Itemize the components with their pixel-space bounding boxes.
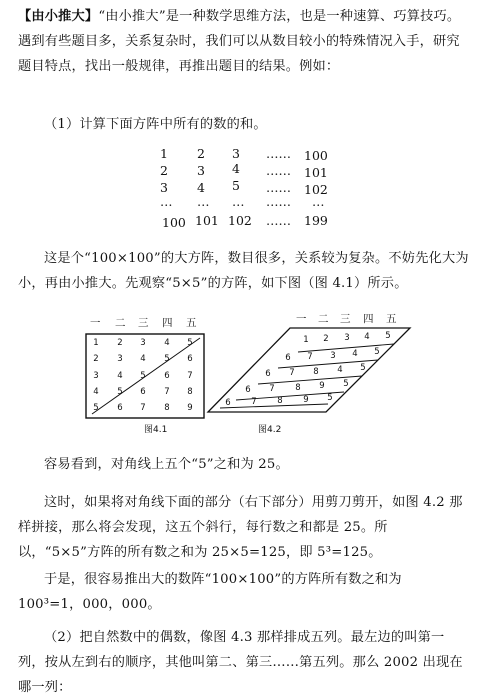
fig42-header: 二 [318,313,329,325]
matrix-cell: …… [266,163,291,178]
matrix-cell: 5 [232,178,240,193]
question-1: （1）计算下面方阵中所有的数的和。 [44,117,267,132]
fig42-cell: 8 [277,396,283,406]
fig41-cell: 5 [187,338,193,348]
matrix-cell: … [197,194,210,209]
fig41-cell: 5 [117,387,123,397]
fig41-header: 四 [162,317,173,329]
fig42-cell: 8 [295,383,301,393]
fig41-cell: 9 [187,403,193,413]
matrix-cell: 4 [197,180,205,195]
fig42-cell: 5 [385,331,391,341]
fig42-cell: 5 [360,363,366,373]
matrix-cell: 3 [232,146,240,161]
fig42-cell: 6 [265,369,271,379]
fig41-cell: 4 [93,387,99,397]
fig41-cell: 3 [93,371,99,381]
fig41-cell: 6 [164,371,170,381]
fig42-cell: 7 [269,384,275,394]
fig42-cell: 8 [313,367,319,377]
fig41-cell: 6 [140,387,146,397]
fig41-header: 一 [90,317,101,329]
fig41-cell: 5 [140,371,146,381]
fig41-cell: 8 [164,403,170,413]
fig41-cell: 4 [140,354,146,364]
fig42-cell: 7 [289,368,295,378]
fig41-cell: 6 [117,403,123,413]
section-title: 【由小推大】 [18,9,99,24]
paragraph-intro-figure: 这是个“100×100”的大方阵，数目很多，关系较为复杂。不妨先化大为小，再由小推大。先观察“5×5”的方阵，如下图（图 4.1）所示。 [18,251,469,291]
matrix-cell: 199 [304,213,328,228]
figure-4-2 [206,308,416,436]
fig42-cell: 6 [245,385,251,395]
matrix-cell: 102 [304,182,328,197]
fig42-cell: 5 [343,379,349,389]
number-matrix [160,146,340,232]
fig41-cell: 5 [93,403,99,413]
fig41-cell: 7 [164,387,170,397]
fig42-cell: 9 [303,395,309,405]
fig41-cell: 7 [140,403,146,413]
fig42-cell: 4 [337,365,343,375]
fig41-cell: 2 [117,338,123,348]
matrix-cell: … [160,194,173,209]
fig42-cell: 2 [323,334,329,344]
fig42-header: 五 [386,313,397,325]
fig42-cell: 5 [327,393,333,403]
fig42-cell: 6 [285,353,291,363]
matrix-cell: …… [266,213,291,228]
fig41-caption: 图4.1 [144,425,168,435]
matrix-cell: 100 [162,215,186,230]
matrix-cell: …… [266,180,291,195]
fig41-cell: 5 [164,354,170,364]
paragraph-cut-and-join: 这时，如果将对角线下面的部分（右下部分）用剪刀剪开，如图 4.2 那样拼接，那么将会发现，这五个斜行，每行数之和都是 25。所以，“5×5”方阵的所有数之和为 25×5=125，即 5³=125。 [18,495,463,560]
fig41-header: 五 [186,317,197,329]
fig42-cell: 1 [303,335,309,345]
fig41-cell: 1 [93,338,99,348]
matrix-cell: … [232,194,245,209]
fig41-header: 二 [115,317,126,329]
fig42-cell: 6 [225,398,231,408]
fig42-cell: 9 [319,381,325,391]
fig41-cell: 8 [187,387,193,397]
matrix-cell: 101 [304,165,328,180]
matrix-cell: 100 [304,148,328,163]
fig42-cell: 3 [344,333,350,343]
fig41-cell: 7 [187,371,193,381]
fig42-header: 四 [363,313,374,325]
matrix-cell: 2 [197,146,205,161]
question-2: （2）把自然数中的偶数，像图 4.3 那样排成五列。最左边的叫第一列，按从左到右的顺序，其他叫第二、第三……第五列。那么 2002 出现在哪一列： [18,630,463,695]
matrix-cell: 102 [228,213,252,228]
fig41-header: 三 [138,317,149,329]
matrix-cell: 4 [232,161,240,176]
matrix-cell: … [312,194,325,209]
intro-paragraph [18,4,470,79]
fig42-cell: 7 [251,397,257,407]
fig41-diagonal [92,338,200,414]
fig41-cell: 2 [93,354,99,364]
matrix-cell: 3 [160,180,168,195]
intro-text: “由小推大”是一种数学思维方法，也是一种速算、巧算技巧。遇到有些题目多，关系复杂时，我们可以从数目较小的特殊情况入手，研究题目特点，找出一般规律，再推出题目的结果。例如： [18,9,461,74]
fig42-cell: 3 [330,351,336,361]
fig42-slant-line [220,404,328,408]
fig42-cell: 4 [352,349,358,359]
fig42-header: 三 [340,313,351,325]
matrix-cell: 3 [197,163,205,178]
fig41-cell: 4 [117,371,123,381]
fig41-cell: 6 [187,354,193,364]
fig41-cell: 4 [164,338,170,348]
fig42-cell: 7 [307,352,313,362]
fig42-cell: 4 [364,332,370,342]
paragraph-conclusion: 于是，很容易推出大的数阵“100×100”的方阵所有数之和为 100³=1，000，000。 [18,572,402,612]
matrix-cell: …… [266,146,291,161]
fig41-cell: 3 [117,354,123,364]
matrix-cell: 2 [160,163,168,178]
fig42-header: 一 [296,313,307,325]
matrix-cell: …… [266,194,291,209]
matrix-cell: 1 [160,146,168,161]
figure-4-1 [80,308,210,436]
fig42-caption: 图4.2 [258,425,282,435]
paragraph-diagonal: 容易看到，对角线上五个“5”之和为 25。 [44,457,289,472]
fig42-cell: 5 [374,347,380,357]
matrix-cell: 101 [195,213,219,228]
fig41-cell: 3 [140,338,146,348]
